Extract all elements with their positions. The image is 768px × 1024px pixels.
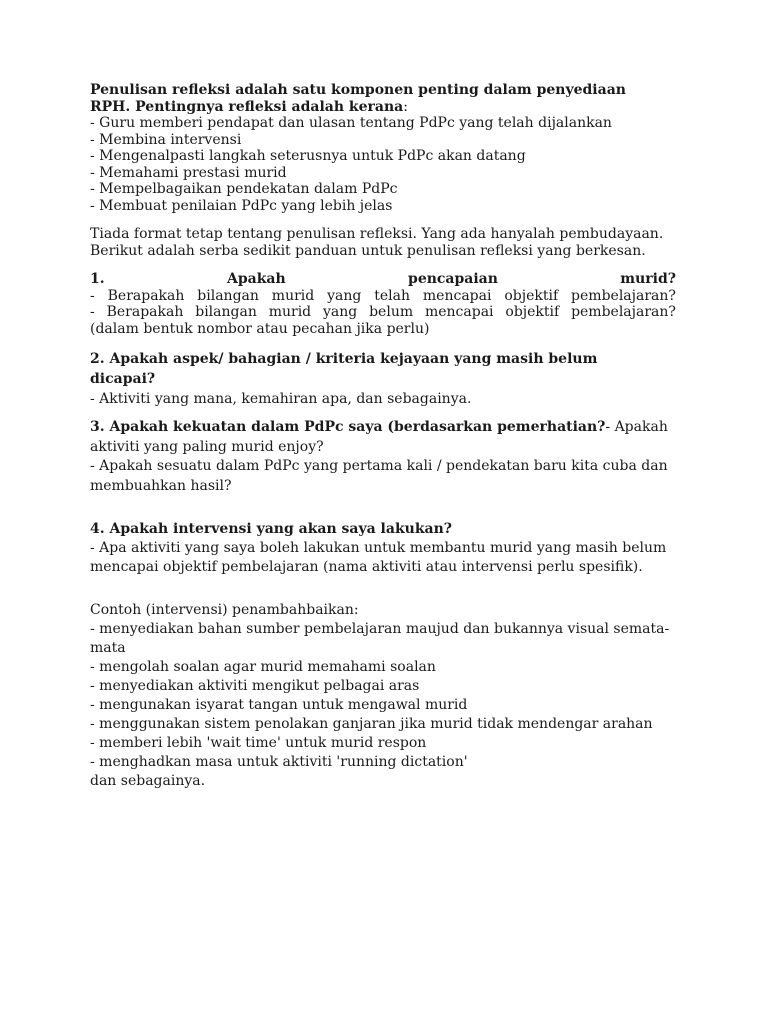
word: - bbox=[90, 304, 95, 320]
question-4-title: 4. Apakah intervensi yang akan saya lakukan? bbox=[90, 521, 452, 537]
examples-section bbox=[90, 601, 676, 791]
example-item: - mengunakan isyarat tangan untuk mengawal murid bbox=[90, 697, 468, 713]
example-item: - menyediakan aktiviti mengikut pelbagai aras bbox=[90, 678, 420, 694]
example-item: - menggunakan sistem penolakan ganjaran jika murid tidak mendengar arahan bbox=[90, 716, 653, 732]
question-1-word: murid? bbox=[620, 271, 676, 287]
format-line: Berikut adalah serba sedikit panduan untuk penulisan refleksi yang berkesan. bbox=[90, 242, 646, 259]
word: mencapai bbox=[422, 287, 492, 304]
question-4-line3: mencapai objektif pembelajaran (nama aktiviti atau intervensi perlu spesifik). bbox=[90, 559, 643, 575]
word: - bbox=[90, 287, 95, 304]
question-2-title-line1: 2. Apakah aspek/ bahagian / kriteria kejayaan yang masih belum bbox=[90, 351, 598, 367]
examples-heading: Contoh (intervensi) penambahbaikan: bbox=[90, 602, 359, 618]
question-4 bbox=[90, 520, 676, 577]
question-3-line3: - Apakah sesuatu dalam PdPc yang pertama kali / pendekatan baru kita cuba dan bbox=[90, 458, 668, 474]
word: yang bbox=[323, 304, 358, 320]
document-page bbox=[90, 82, 676, 791]
word: objektif bbox=[505, 304, 560, 320]
word: pembelajaran? bbox=[571, 304, 676, 320]
question-1-word: pencapaian bbox=[408, 271, 498, 287]
word: belum bbox=[369, 304, 414, 320]
question-3-line4: membuahkan hasil? bbox=[90, 477, 232, 494]
intro-item: - Memahami prestasi murid bbox=[90, 164, 287, 181]
question-1-word: Apakah bbox=[226, 271, 286, 287]
question-3-title-bold: 3. Apakah kekuatan dalam PdPc saya (berdasarkan pemerhatian? bbox=[90, 419, 606, 435]
question-1-title bbox=[90, 271, 676, 288]
question-3-line2: aktiviti yang paling murid enjoy? bbox=[90, 438, 324, 455]
example-item: mata bbox=[90, 640, 126, 656]
question-1-line4: (dalam bentuk nombor atau pecahan jika perlu) bbox=[90, 320, 430, 337]
question-3-title bbox=[90, 418, 676, 438]
word: objektif bbox=[504, 287, 559, 304]
question-2-title-line2: dicapai? bbox=[90, 371, 156, 387]
question-1-line2 bbox=[90, 288, 676, 305]
intro-section bbox=[90, 82, 676, 214]
question-3 bbox=[90, 418, 676, 496]
intro-heading-line1: Penulisan refleksi adalah satu komponen penting dalam penyediaan bbox=[90, 82, 626, 98]
intro-heading-line2 bbox=[90, 99, 676, 116]
word: bilangan bbox=[197, 287, 259, 304]
word: bilangan bbox=[195, 304, 257, 320]
intro-item: - Membuat penilaian PdPc yang lebih jelas bbox=[90, 197, 393, 214]
word: murid bbox=[271, 287, 315, 304]
example-item: - menyediakan bahan sumber pembelajaran maujud dan bukannya visual semata- bbox=[90, 621, 670, 637]
examples-closing: dan sebagainya. bbox=[90, 773, 206, 789]
question-1-line3 bbox=[90, 304, 676, 321]
intro-heading-line2-colon: : bbox=[403, 98, 408, 115]
question-2 bbox=[90, 349, 676, 409]
intro-heading-line2-bold: RPH. Pentingnya refleksi adalah kerana bbox=[90, 98, 404, 115]
question-1-word: 1. bbox=[90, 271, 105, 287]
example-item: - mengolah soalan agar murid memahami soalan bbox=[90, 659, 436, 675]
word: murid bbox=[268, 304, 312, 320]
intro-item: - Mempelbagaikan pendekatan dalam PdPc bbox=[90, 181, 398, 197]
word: pembelajaran? bbox=[571, 287, 676, 304]
question-2-body: - Aktiviti yang mana, kemahiran apa, dan sebagainya. bbox=[90, 391, 472, 407]
intro-item: - Guru memberi pendapat dan ulasan tentang PdPc yang telah dijalankan bbox=[90, 115, 612, 131]
format-paragraph bbox=[90, 226, 676, 259]
example-item: - memberi lebih 'wait time' untuk murid respon bbox=[90, 735, 427, 751]
word: telah bbox=[374, 287, 411, 304]
intro-item: - Membina intervensi bbox=[90, 131, 242, 148]
word: Berapakah bbox=[107, 287, 185, 304]
intro-item: - Mengenalpasti langkah seterusnya untuk PdPc akan datang bbox=[90, 148, 526, 164]
word: yang bbox=[327, 287, 362, 304]
question-1 bbox=[90, 271, 676, 337]
question-4-line2: - Apa aktiviti yang saya boleh lakukan untuk membantu murid yang masih belum bbox=[90, 540, 667, 556]
word: mencapai bbox=[424, 304, 494, 320]
word: Berapakah bbox=[106, 304, 184, 320]
format-line: Tiada format tetap tentang penulisan refleksi. Yang ada hanyalah pembudayaan. bbox=[90, 226, 664, 242]
example-item: - menghadkan masa untuk aktiviti 'running dictation' bbox=[90, 754, 468, 770]
question-3-title-tail: - Apakah bbox=[605, 419, 668, 435]
